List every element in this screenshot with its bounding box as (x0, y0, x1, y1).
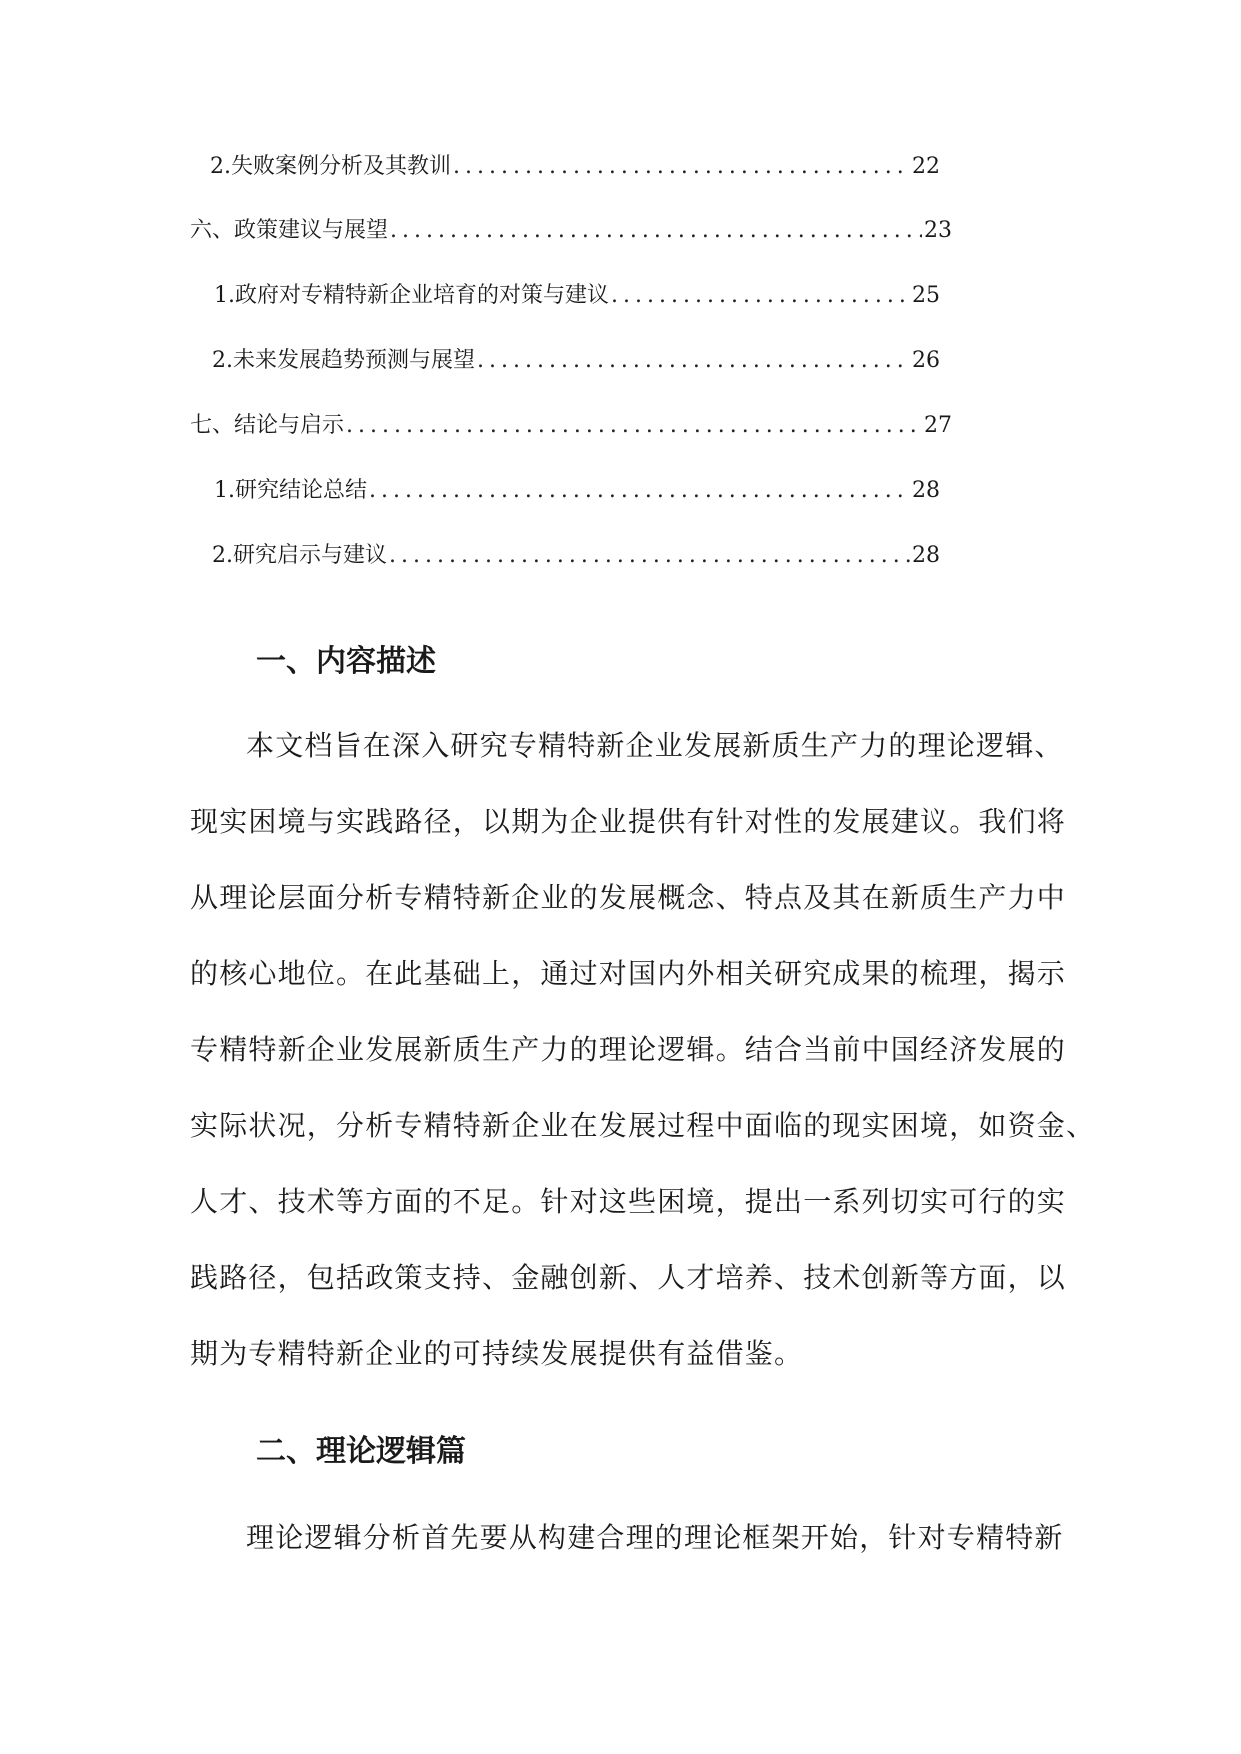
toc-entry-label: 政府对专精特新企业培育的对策与建议 (235, 283, 610, 308)
toc-entry-page: 25 (912, 283, 940, 308)
toc-entry-number: 1. (214, 283, 235, 308)
toc-entry-number: 2. (212, 543, 233, 568)
toc-entry-label: 研究结论总结 (235, 478, 368, 503)
paragraph-line: 期为专精特新企业的可持续发展提供有益借鉴。 (190, 1337, 804, 1370)
toc-entry-label: 七、结论与启示 (190, 413, 345, 438)
section-heading-2: 二、理论逻辑篇 (256, 1434, 466, 1469)
toc-leader-dots (389, 541, 910, 571)
toc-entry[interactable] (214, 281, 940, 311)
toc-entry[interactable] (210, 152, 940, 182)
toc-entry-label: 研究启示与建议 (233, 543, 388, 568)
section-heading-1: 一、内容描述 (256, 644, 436, 679)
toc-entry-page: 28 (912, 543, 940, 568)
paragraph-line: 本文档旨在深入研究专精特新企业发展新质生产力的理论逻辑、 (246, 729, 1064, 762)
paragraph-line: 践路径，包括政策支持、金融创新、人才培养、技术创新等方面，以 (190, 1261, 1067, 1294)
toc-leader-dots (477, 346, 910, 376)
toc-entry-label: 未来发展趋势预测与展望 (233, 348, 476, 373)
paragraph-line: 现实困境与实践路径，以期为企业提供有针对性的发展建议。我们将 (190, 805, 1067, 838)
toc-entry[interactable] (190, 411, 952, 441)
paragraph-line: 的核心地位。在此基础上，通过对国内外相关研究成果的梳理，揭示 (190, 957, 1067, 990)
toc-entry[interactable] (212, 346, 940, 376)
toc-entry[interactable] (190, 216, 952, 246)
paragraph-line: 人才、技术等方面的不足。针对这些困境，提出一系列切实可行的实 (190, 1185, 1067, 1218)
toc-entry-page: 27 (924, 413, 952, 438)
paragraph-line: 从理论层面分析专精特新企业的发展概念、特点及其在新质生产力中 (190, 881, 1067, 914)
toc-leader-dots (369, 476, 910, 506)
section-1-paragraph (190, 708, 1096, 1392)
toc-entry-number: 1. (214, 478, 235, 503)
paragraph-line: 实际状况，分析专精特新企业在发展过程中面临的现实困境，如资金、 (190, 1109, 1096, 1142)
section-2-paragraph (190, 1500, 1070, 1576)
toc-entry-number: 2. (212, 348, 233, 373)
toc-entry-page: 23 (924, 218, 952, 243)
toc-leader-dots (453, 152, 910, 182)
toc-entry-label: 六、政策建议与展望 (190, 218, 389, 243)
paragraph-line: 专精特新企业发展新质生产力的理论逻辑。结合当前中国经济发展的 (190, 1033, 1067, 1066)
toc-leader-dots (390, 216, 922, 246)
toc-leader-dots (346, 411, 922, 441)
toc-entry-label: 失败案例分析及其教训 (231, 154, 452, 179)
toc-leader-dots (611, 281, 910, 311)
toc-entry[interactable] (214, 476, 940, 506)
toc-entry[interactable] (212, 541, 940, 571)
toc-entry-number: 2. (210, 154, 231, 179)
toc-entry-page: 26 (912, 348, 940, 373)
toc-entry-page: 22 (912, 154, 940, 179)
paragraph-line: 理论逻辑分析首先要从构建合理的理论框架开始，针对专精特新 (246, 1521, 1064, 1554)
toc-entry-page: 28 (912, 478, 940, 503)
